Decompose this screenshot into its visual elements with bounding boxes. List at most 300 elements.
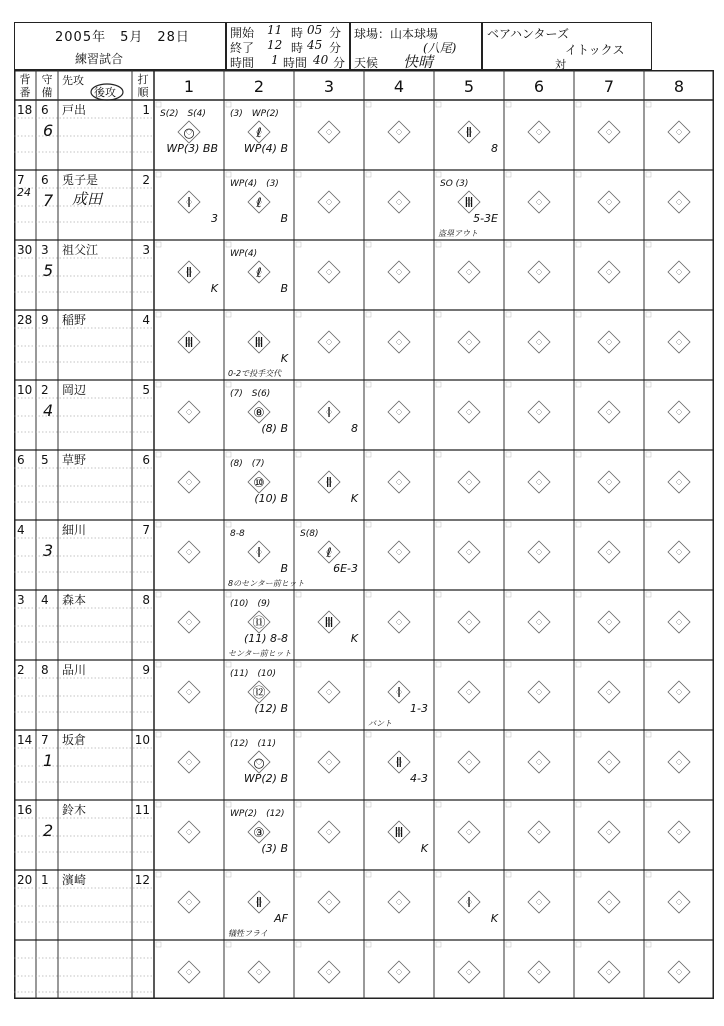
player-position-hand: 5: [43, 261, 54, 280]
base-diamond: [178, 401, 200, 423]
base-diamond: [668, 891, 690, 913]
diamond-center: [536, 269, 542, 275]
play-note-bottom: WP(4) B: [243, 142, 288, 155]
player-position: 2: [41, 383, 49, 397]
batting-order: 12: [134, 873, 150, 887]
duration-hour: 1: [271, 53, 279, 67]
count-box: [646, 242, 651, 247]
diamond-center: [466, 479, 472, 485]
player-number: 7: [17, 173, 25, 187]
player-number: 20: [17, 873, 33, 887]
base-diamond: [668, 961, 690, 983]
count-box: [576, 522, 581, 527]
base-diamond: [388, 401, 410, 423]
player-name: 稲野: [62, 313, 87, 327]
count-box: [226, 732, 231, 737]
header-order-1: 打: [137, 73, 149, 86]
base-diamond: [668, 751, 690, 773]
play-note-bottom: 8: [491, 142, 498, 155]
diamond-center: [676, 199, 682, 205]
base-diamond: [528, 191, 550, 213]
header-position-2: 備: [41, 86, 53, 99]
duration-min: 40: [313, 53, 329, 67]
end-min-unit: 分: [329, 41, 342, 55]
count-box: [226, 522, 231, 527]
count-box: [226, 242, 231, 247]
count-box: [646, 592, 651, 597]
play-center-mark: Ⅲ: [324, 616, 334, 631]
diamond-center: [676, 549, 682, 555]
count-box: [296, 452, 301, 457]
diamond-center: [536, 619, 542, 625]
player-position-hand: 4: [43, 401, 54, 420]
diamond-center: [466, 339, 472, 345]
base-diamond: [318, 261, 340, 283]
play-note-bottom: (10) B: [254, 492, 288, 505]
play-note-bottom: B: [280, 212, 288, 225]
play-center-mark: Ⅰ: [187, 196, 191, 211]
play-note-bottom: AF: [274, 912, 288, 925]
base-diamond: [178, 611, 200, 633]
header-order-2: 順: [137, 86, 149, 99]
base-diamond: [598, 121, 620, 143]
weather-value: 快晴: [403, 53, 434, 71]
count-box: [506, 172, 511, 177]
header-number-1: 背: [19, 73, 31, 86]
diamond-center: [676, 129, 682, 135]
base-diamond: [178, 821, 200, 843]
count-box: [506, 942, 511, 947]
diamond-center: [536, 829, 542, 835]
player-number-sub: 24: [17, 186, 31, 199]
diamond-center: [536, 479, 542, 485]
base-diamond: [668, 541, 690, 563]
count-box: [506, 312, 511, 317]
diamond-center: [606, 409, 612, 415]
player-position-hand: 7: [43, 191, 54, 210]
score-grid-svg: [14, 70, 714, 1019]
play-center-mark: ○: [183, 126, 195, 141]
diamond-center: [256, 969, 262, 975]
count-box: [226, 382, 231, 387]
count-box: [296, 872, 301, 877]
duration-label: 時間: [230, 56, 255, 70]
diamond-center: [536, 549, 542, 555]
play-note-top: WP(2) (12): [230, 809, 285, 819]
play-center-mark: Ⅱ: [185, 266, 193, 281]
count-box: [366, 242, 371, 247]
play-note-bottom: (8) B: [261, 422, 288, 435]
play-note-bottom: 5-3E: [473, 212, 498, 225]
play-note-bottom: (3) B: [261, 842, 288, 855]
base-diamond: [528, 961, 550, 983]
base-diamond: [528, 821, 550, 843]
play-annotation: 犠牲フライ: [228, 929, 268, 938]
count-box: [296, 592, 301, 597]
count-box: [576, 172, 581, 177]
count-box: [646, 662, 651, 667]
player-number: 3: [17, 593, 25, 607]
diamond-center: [606, 759, 612, 765]
diamond-center: [396, 199, 402, 205]
base-diamond: [248, 961, 270, 983]
inning-header-5: 5: [463, 77, 475, 96]
count-box: [436, 102, 441, 107]
count-box: [156, 452, 161, 457]
inning-header-6: 6: [533, 77, 545, 96]
play-note-bottom: WP(2) B: [243, 772, 288, 785]
count-box: [226, 592, 231, 597]
play-center-mark: Ⅱ: [255, 896, 263, 911]
play-note-bottom: K: [350, 632, 358, 645]
count-box: [296, 242, 301, 247]
count-box: [156, 942, 161, 947]
count-box: [226, 172, 231, 177]
count-box: [436, 732, 441, 737]
count-box: [576, 312, 581, 317]
count-box: [506, 102, 511, 107]
play-note-bottom: B: [280, 562, 288, 575]
play-center-mark: ⑩: [253, 476, 265, 491]
player-position: 9: [41, 313, 49, 327]
play-note-top: (8) (7): [230, 459, 265, 469]
count-box: [366, 802, 371, 807]
diamond-center: [186, 899, 192, 905]
player-position: 7: [41, 733, 49, 747]
diamond-center: [676, 899, 682, 905]
play-note-top: (11) (10): [230, 669, 276, 679]
date-box: [14, 22, 226, 70]
play-center-mark: ℓ: [326, 546, 332, 561]
player-name: 祖父江: [62, 243, 99, 257]
diamond-center: [326, 129, 332, 135]
play-center-mark: ○: [253, 756, 265, 771]
count-box: [506, 662, 511, 667]
diamond-center: [676, 829, 682, 835]
play-annotation: 0-2で投手交代: [228, 369, 282, 378]
base-diamond: [668, 821, 690, 843]
play-note-bottom: K: [490, 912, 498, 925]
diamond-center: [606, 479, 612, 485]
diamond-center: [186, 759, 192, 765]
count-box: [296, 732, 301, 737]
player-name: 細川: [62, 523, 87, 537]
base-diamond: [318, 821, 340, 843]
base-diamond: [458, 401, 480, 423]
count-box: [436, 802, 441, 807]
base-diamond: [598, 961, 620, 983]
play-note-bottom: K: [350, 492, 358, 505]
diamond-center: [396, 479, 402, 485]
count-box: [226, 662, 231, 667]
base-diamond: [318, 681, 340, 703]
base-diamond: [528, 121, 550, 143]
player-position-hand: 2: [43, 821, 54, 840]
base-diamond: [318, 191, 340, 213]
batting-order: 7: [142, 523, 150, 537]
player-position-hand: 3: [43, 541, 54, 560]
base-diamond: [458, 821, 480, 843]
diamond-center: [326, 689, 332, 695]
count-box: [296, 522, 301, 527]
batting-order: 3: [142, 243, 150, 257]
base-diamond: [598, 401, 620, 423]
count-box: [156, 522, 161, 527]
vs-label: 対: [555, 58, 566, 71]
player-number: 14: [17, 733, 33, 747]
diamond-center: [396, 969, 402, 975]
play-center-mark: Ⅱ: [325, 476, 333, 491]
count-box: [366, 732, 371, 737]
base-diamond: [668, 121, 690, 143]
play-note-bottom: 4-3: [410, 772, 428, 785]
play-center-mark: Ⅱ: [465, 126, 473, 141]
base-diamond: [528, 401, 550, 423]
base-diamond: [598, 191, 620, 213]
batting-order: 8: [142, 593, 150, 607]
play-center-mark: Ⅲ: [184, 336, 194, 351]
game-date: 2005年 5月 28日: [55, 30, 190, 45]
base-diamond: [528, 681, 550, 703]
diamond-center: [536, 759, 542, 765]
start-label: 開始: [230, 26, 255, 40]
base-diamond: [318, 961, 340, 983]
diamond-center: [536, 339, 542, 345]
base-diamond: [528, 541, 550, 563]
play-center-mark: Ⅱ: [395, 756, 403, 771]
count-box: [226, 452, 231, 457]
base-diamond: [528, 891, 550, 913]
count-box: [436, 522, 441, 527]
play-note-bottom: K: [280, 352, 288, 365]
play-center-mark: ③: [253, 826, 265, 841]
player-name: 草野: [62, 453, 87, 467]
count-box: [576, 452, 581, 457]
count-box: [296, 662, 301, 667]
base-diamond: [388, 471, 410, 493]
player-position: 1: [41, 873, 49, 887]
play-center-mark: Ⅰ: [257, 546, 261, 561]
count-box: [506, 592, 511, 597]
count-box: [576, 872, 581, 877]
start-hour: 11: [267, 23, 283, 37]
count-box: [576, 592, 581, 597]
diamond-center: [676, 689, 682, 695]
count-box: [576, 102, 581, 107]
stadium-box: [350, 22, 482, 70]
base-diamond: [318, 121, 340, 143]
play-center-mark: Ⅲ: [254, 336, 264, 351]
count-box: [156, 732, 161, 737]
count-box: [296, 802, 301, 807]
count-box: [646, 172, 651, 177]
base-diamond: [178, 471, 200, 493]
play-note-bottom: B: [280, 282, 288, 295]
player-name: 品川: [62, 663, 87, 677]
diamond-center: [466, 689, 472, 695]
diamond-center: [676, 409, 682, 415]
play-annotation: バント: [368, 719, 392, 728]
base-diamond: [668, 401, 690, 423]
diamond-center: [326, 269, 332, 275]
player-name: 戸出: [62, 103, 87, 117]
play-center-mark: ⑪: [252, 616, 266, 631]
play-note-bottom: 8: [351, 422, 358, 435]
player-name: 兎子是: [62, 173, 99, 187]
base-diamond: [458, 961, 480, 983]
diamond-center: [466, 619, 472, 625]
play-note-bottom: (12) B: [254, 702, 288, 715]
diamond-center: [396, 899, 402, 905]
diamond-center: [606, 829, 612, 835]
base-diamond: [178, 751, 200, 773]
play-note-top: (12) (11): [230, 739, 276, 749]
stadium-label: 球場：山本球場: [354, 27, 439, 41]
base-diamond: [458, 261, 480, 283]
base-diamond: [458, 331, 480, 353]
diamond-center: [326, 829, 332, 835]
base-diamond: [318, 331, 340, 353]
player-position: 6: [41, 103, 49, 117]
base-diamond: [458, 681, 480, 703]
base-diamond: [668, 611, 690, 633]
base-diamond: [528, 331, 550, 353]
inning-header-2: 2: [253, 77, 265, 96]
start-min: 05: [307, 23, 323, 37]
diamond-center: [186, 479, 192, 485]
base-diamond: [178, 891, 200, 913]
header-number-2: 番: [19, 86, 31, 99]
diamond-center: [396, 339, 402, 345]
play-note-top: WP(4): [230, 249, 258, 259]
player-number: 18: [17, 103, 33, 117]
play-note-top: WP(4) (3): [230, 179, 279, 189]
count-box: [576, 382, 581, 387]
batting-order: 1: [142, 103, 150, 117]
count-box: [296, 102, 301, 107]
player-number: 4: [17, 523, 25, 537]
count-box: [576, 732, 581, 737]
diamond-center: [606, 549, 612, 555]
play-note-top: (3) WP(2): [230, 109, 279, 119]
diamond-center: [396, 129, 402, 135]
base-diamond: [388, 891, 410, 913]
count-box: [436, 662, 441, 667]
play-annotation: センター前ヒット: [228, 649, 292, 658]
count-box: [436, 452, 441, 457]
play-note-top: (10) (9): [230, 599, 271, 609]
base-diamond: [598, 331, 620, 353]
end-min: 45: [307, 38, 323, 52]
team-away: イトックス: [565, 43, 625, 57]
count-box: [436, 592, 441, 597]
diamond-center: [606, 129, 612, 135]
count-box: [366, 172, 371, 177]
count-box: [576, 802, 581, 807]
weather-label: 天候: [354, 56, 379, 70]
play-note-top: S(8): [300, 529, 319, 539]
play-note-top: S(2) S(4): [160, 109, 206, 119]
base-diamond: [388, 611, 410, 633]
count-box: [436, 942, 441, 947]
diamond-center: [396, 619, 402, 625]
diamond-center: [606, 619, 612, 625]
count-box: [576, 942, 581, 947]
player-position: 6: [41, 173, 49, 187]
diamond-center: [606, 899, 612, 905]
base-diamond: [388, 261, 410, 283]
diamond-center: [606, 199, 612, 205]
base-diamond: [318, 751, 340, 773]
base-diamond: [388, 121, 410, 143]
player-name-sub: 成田: [72, 190, 103, 208]
duration-hour-unit: 時間: [283, 56, 308, 70]
play-center-mark: Ⅰ: [467, 896, 471, 911]
play-center-mark: ℓ: [256, 126, 262, 141]
count-box: [156, 802, 161, 807]
count-box: [156, 172, 161, 177]
count-box: [646, 382, 651, 387]
base-diamond: [178, 681, 200, 703]
duration-min-unit: 分: [333, 56, 346, 70]
team-home: ベアハンターズ: [487, 27, 569, 41]
play-center-mark: Ⅰ: [397, 686, 401, 701]
base-diamond: [668, 471, 690, 493]
count-box: [296, 172, 301, 177]
count-box: [646, 312, 651, 317]
base-diamond: [388, 331, 410, 353]
player-name: 鈴木: [62, 803, 87, 817]
diamond-center: [676, 479, 682, 485]
count-box: [296, 942, 301, 947]
count-box: [436, 242, 441, 247]
play-center-mark: ℓ: [256, 196, 262, 211]
diamond-center: [606, 689, 612, 695]
count-box: [156, 102, 161, 107]
diamond-center: [676, 269, 682, 275]
base-diamond: [668, 681, 690, 703]
base-diamond: [178, 541, 200, 563]
player-name: 濱崎: [62, 873, 87, 887]
batting-order: 9: [142, 663, 150, 677]
count-box: [646, 802, 651, 807]
count-box: [366, 452, 371, 457]
diamond-center: [186, 969, 192, 975]
time-box: [226, 22, 350, 70]
count-box: [366, 662, 371, 667]
diamond-center: [676, 759, 682, 765]
base-diamond: [458, 541, 480, 563]
count-box: [646, 942, 651, 947]
count-box: [576, 662, 581, 667]
diamond-center: [326, 759, 332, 765]
count-box: [506, 522, 511, 527]
inning-header-3: 3: [323, 77, 335, 96]
play-note-top: SO (3): [440, 179, 469, 189]
count-box: [296, 382, 301, 387]
header-position-1: 守: [41, 73, 53, 86]
diamond-center: [186, 689, 192, 695]
count-box: [646, 452, 651, 457]
diamond-center: [186, 409, 192, 415]
end-hour-unit: 時: [291, 41, 304, 55]
diamond-center: [326, 339, 332, 345]
scorebook-sheet: [14, 22, 714, 1019]
diamond-center: [466, 829, 472, 835]
batting-order: 6: [142, 453, 150, 467]
base-diamond: [178, 961, 200, 983]
player-number: 28: [17, 313, 33, 327]
